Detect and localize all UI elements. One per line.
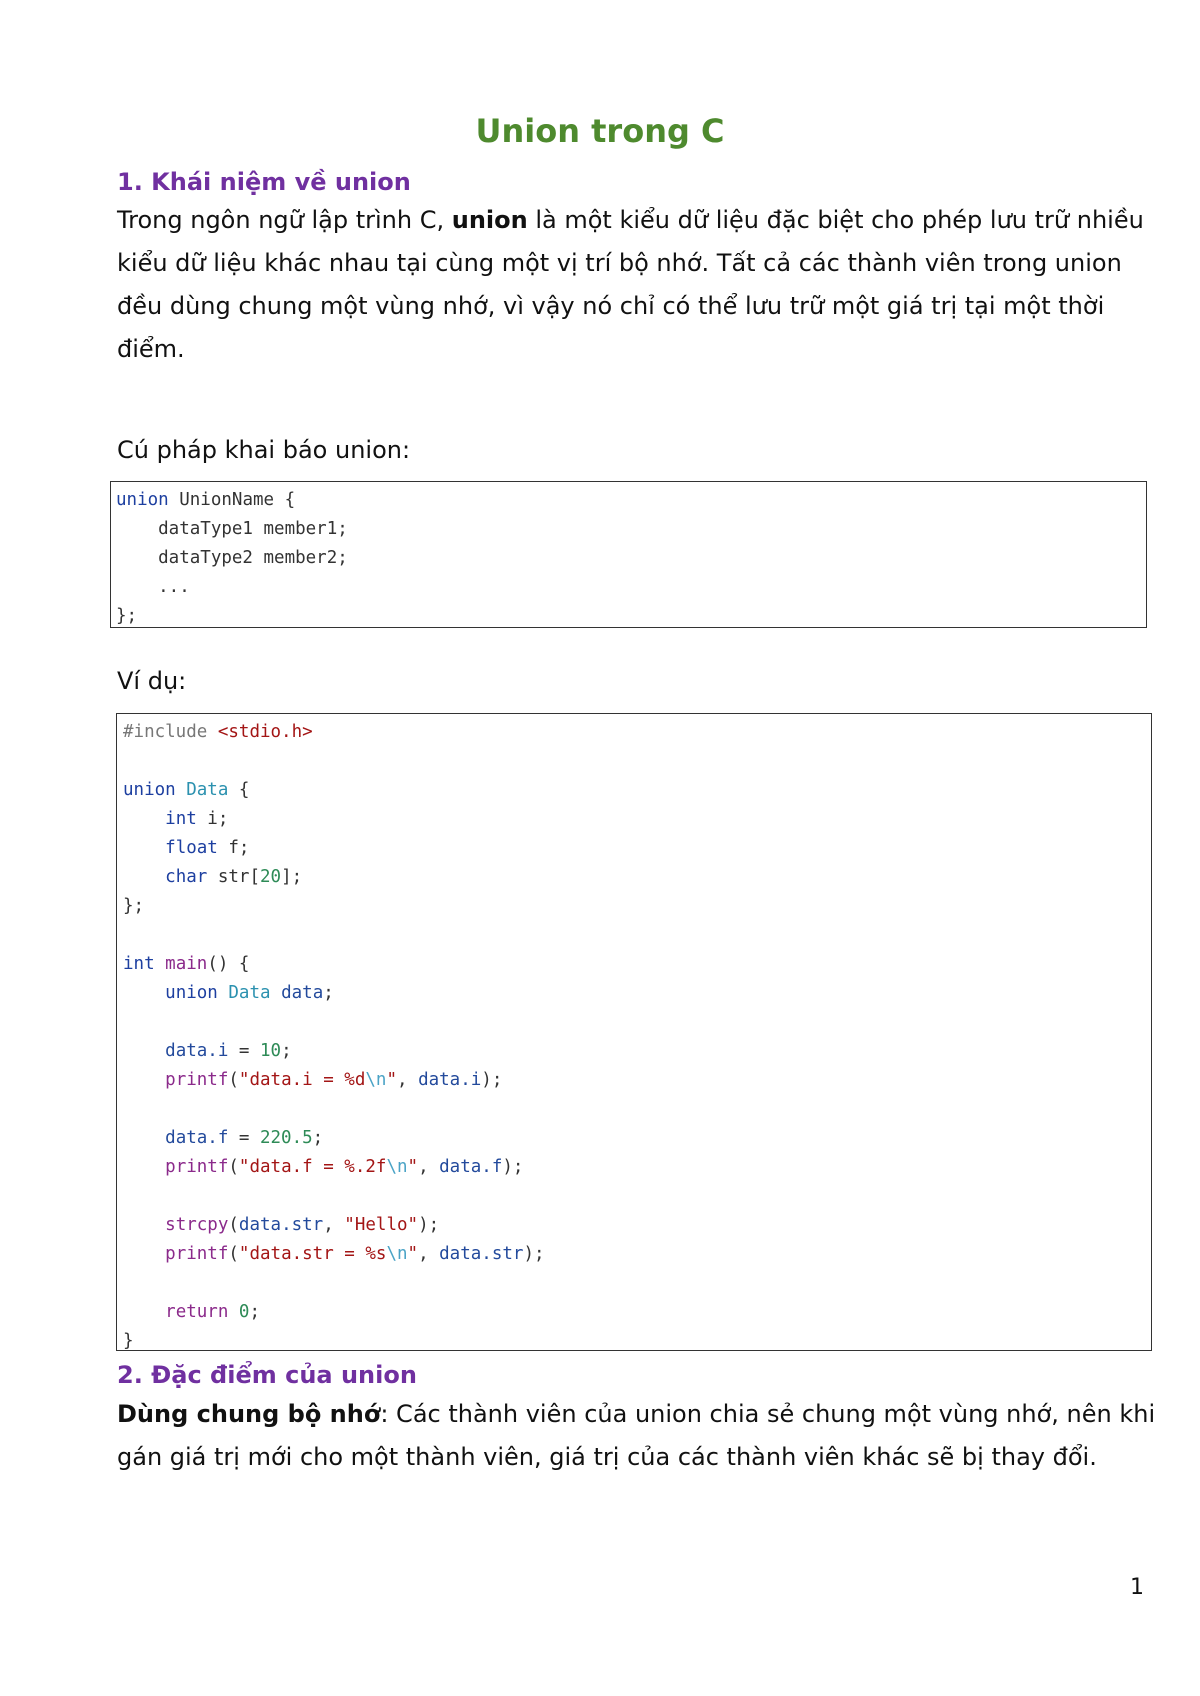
- code-line: ...: [116, 577, 190, 597]
- code-token: return: [165, 1302, 229, 1322]
- features-paragraph: [117, 1393, 1157, 1479]
- code-token: char: [165, 867, 208, 887]
- syntax-code-block: [110, 481, 1147, 628]
- code-token: ;: [323, 983, 334, 1003]
- code-token: 220.5: [259, 1128, 313, 1148]
- code-token: \n: [386, 1244, 408, 1264]
- code-token: {: [228, 780, 250, 800]
- feature-description: : Các thành viên của union chia sẻ chung một vùng nhớ, nên khi gán giá trị mới cho một thành viên, giá trị của các thành viên khác sẽ bị thay đổi.: [117, 1400, 1156, 1471]
- code-token: <stdio.h>: [217, 722, 313, 742]
- code-token: f;: [217, 838, 250, 858]
- intro-bold-keyword: union: [451, 206, 528, 234]
- code-token: union: [116, 490, 169, 510]
- code-token: 20: [260, 867, 282, 887]
- intro-paragraph: [117, 199, 1157, 371]
- code-token: () {: [207, 954, 250, 974]
- page-title: Union trong C: [475, 112, 725, 150]
- code-token: data.str: [439, 1244, 524, 1264]
- code-token: ;: [249, 1302, 261, 1322]
- code-token: Data: [228, 983, 271, 1003]
- code-token: "data.str = %s: [238, 1244, 387, 1264]
- code-token: float: [165, 838, 218, 858]
- code-line: dataType1 member1;: [116, 519, 348, 539]
- code-token: UnionName {: [168, 490, 296, 510]
- code-token: "Hello": [344, 1215, 419, 1235]
- code-token: ": [407, 1244, 419, 1264]
- code-token: main: [165, 954, 208, 974]
- code-token: #include: [123, 722, 208, 742]
- page-number: 1: [1130, 1575, 1144, 1600]
- code-token: \n: [386, 1157, 408, 1177]
- code-token: ": [407, 1157, 419, 1177]
- section-heading-concept: 1. Khái niệm về union: [117, 168, 411, 196]
- code-token: "data.i = %d: [238, 1070, 366, 1090]
- code-token: 10: [259, 1041, 282, 1061]
- code-token: int: [123, 954, 155, 974]
- code-token: union: [165, 983, 218, 1003]
- code-token: union: [123, 780, 176, 800]
- code-token: i;: [196, 809, 229, 829]
- section-heading-features: 2. Đặc điểm của union: [117, 1361, 417, 1389]
- code-token: int: [165, 809, 197, 829]
- code-token: }: [123, 1331, 134, 1351]
- code-token: Data: [186, 780, 229, 800]
- code-token: data.f: [165, 1128, 229, 1148]
- example-code: #include <stdio.h> union Data { int i; float f; char str[20]; }; int main() { union Data data; data.i = 10; printf("data.i = %d\n", data.i); data.f = 220.5; printf("data.f = %.2f\n", data.f); strcpy(data.str, "Hello"); printf("data.str = %s\n", data.str); return 0; }: [123, 722, 545, 1351]
- code-line: dataType2 member2;: [116, 548, 348, 568]
- intro-text-end: là một kiểu dữ liệu đặc biệt cho phép lưu trữ nhiều kiểu dữ liệu khác nhau tại cùng một vị trí bộ nhớ. Tất cả các thành viên trong union đều dùng chung một vùng nhớ, vì vậy nó chỉ có thể lưu trữ một giá trị tại một thời điểm.: [117, 206, 1144, 363]
- code-token: printf: [165, 1070, 229, 1090]
- code-token: printf: [165, 1244, 229, 1264]
- code-token: data.i: [418, 1070, 482, 1090]
- code-token: data.i: [165, 1041, 229, 1061]
- code-token: \n: [365, 1070, 387, 1090]
- code-token: data: [281, 983, 324, 1003]
- code-token: };: [123, 896, 145, 916]
- code-token: str[: [207, 867, 260, 887]
- feature-bold-term: Dùng chung bộ nhớ: [117, 1400, 381, 1428]
- syntax-label: Cú pháp khai báo union:: [117, 436, 411, 464]
- code-token: strcpy: [165, 1215, 229, 1235]
- code-line: };: [116, 606, 138, 626]
- code-token: ];: [281, 867, 303, 887]
- code-token: data.str: [238, 1215, 324, 1235]
- syntax-code: [111, 482, 1146, 628]
- code-token: "data.f = %.2f: [238, 1157, 387, 1177]
- code-token: data.f: [439, 1157, 503, 1177]
- code-token: printf: [165, 1157, 229, 1177]
- code-token: ;: [281, 1041, 292, 1061]
- code-token: ;: [312, 1128, 324, 1148]
- example-label: Ví dụ:: [117, 667, 187, 695]
- code-token: 0: [238, 1302, 250, 1322]
- intro-text-start: Trong ngôn ngữ lập trình C,: [117, 206, 452, 234]
- example-code-block: [116, 713, 1152, 1351]
- code-token: ": [386, 1070, 397, 1090]
